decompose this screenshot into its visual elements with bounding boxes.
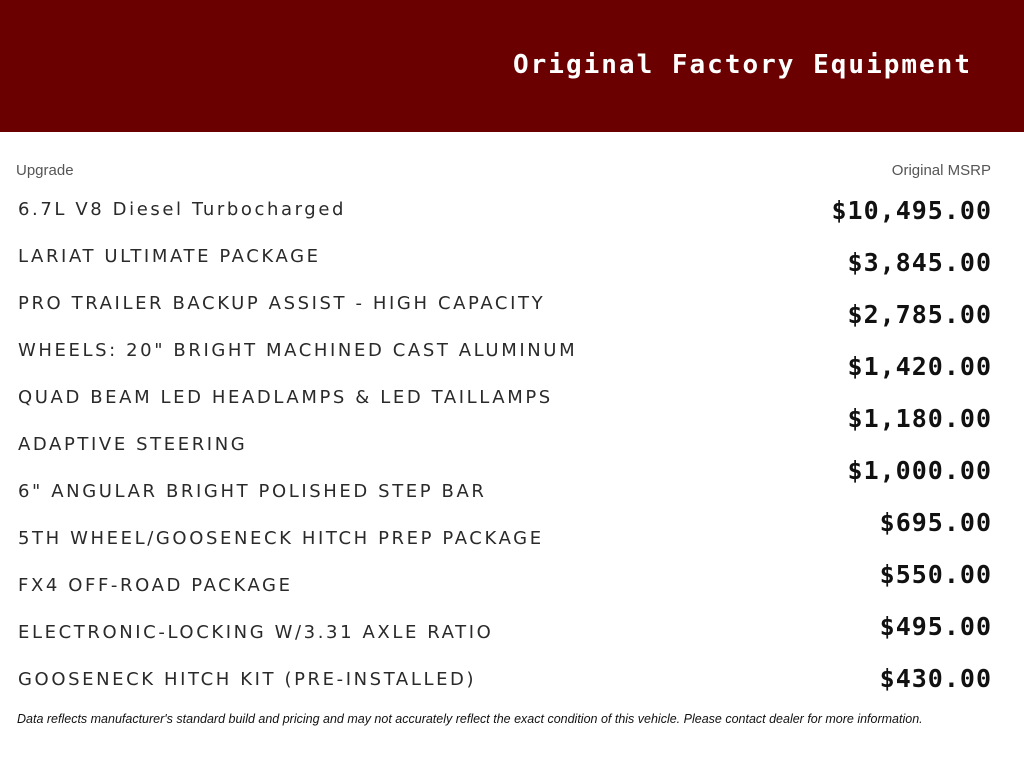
upgrade-name: 6" ANGULAR BRIGHT POLISHED STEP BAR (18, 481, 487, 502)
header-banner (0, 0, 1024, 132)
upgrade-name: ADAPTIVE STEERING (18, 434, 248, 455)
msrp-price: $695.00 (879, 508, 992, 537)
upgrade-name: PRO TRAILER BACKUP ASSIST - HIGH CAPACITY (18, 293, 546, 314)
disclaimer-text: Data reflects manufacturer's standard build and pricing and may not accurately reflect the exact condition of this vehicle. Please contact dealer for more information. (17, 712, 923, 726)
upgrade-name: 6.7L V8 Diesel Turbocharged (18, 199, 347, 220)
msrp-price: $495.00 (879, 612, 992, 641)
upgrade-list (18, 197, 738, 714)
msrp-price: $1,420.00 (847, 352, 992, 381)
msrp-column-header: Original MSRP (891, 162, 991, 179)
msrp-price: $550.00 (879, 560, 992, 589)
msrp-price: $10,495.00 (831, 196, 992, 225)
upgrade-name: LARIAT ULTIMATE PACKAGE (18, 246, 321, 267)
msrp-price: $3,845.00 (847, 248, 992, 277)
msrp-price: $2,785.00 (847, 300, 992, 329)
upgrade-name: WHEELS: 20" BRIGHT MACHINED CAST ALUMINUM (18, 340, 578, 361)
msrp-price: $1,180.00 (847, 404, 992, 433)
upgrade-name: FX4 OFF-ROAD PACKAGE (18, 575, 293, 596)
msrp-price: $430.00 (879, 664, 992, 693)
msrp-list (732, 195, 992, 715)
msrp-price: $1,000.00 (847, 456, 992, 485)
upgrade-name: GOOSENECK HITCH KIT (PRE-INSTALLED) (18, 669, 477, 690)
page-title: Original Factory Equipment (513, 50, 972, 80)
upgrade-name: 5TH WHEEL/GOOSENECK HITCH PREP PACKAGE (18, 528, 544, 549)
upgrade-column-header: Upgrade (16, 162, 74, 179)
upgrade-name: ELECTRONIC-LOCKING W/3.31 AXLE RATIO (18, 622, 494, 643)
upgrade-name: QUAD BEAM LED HEADLAMPS & LED TAILLAMPS (18, 387, 553, 408)
